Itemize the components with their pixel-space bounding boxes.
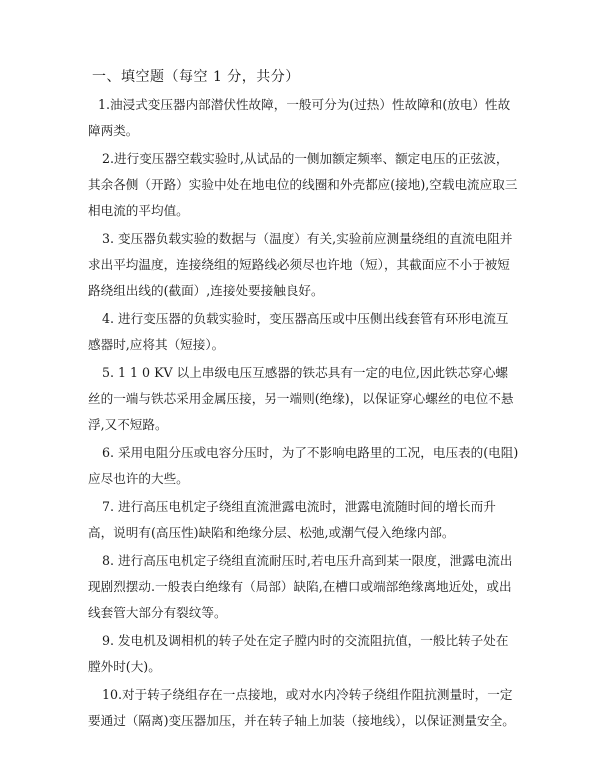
- section-title: 一、填空题（每空 1 分，共分）: [92, 69, 300, 85]
- fill-blank-item-7: 7. 进行高压电机定子绕组直流泄露电流时，泄露电流随时间的增长而升高，说明有(高压性)缺陷和绝缘分层、松弛,或潮气侵入绝缘内部。: [88, 499, 496, 540]
- fill-blank-item-9: 9. 发电机及调相机的转子处在定子膛内时的交流阻抗值，一般比转子处在膛外时(大)。: [88, 633, 509, 674]
- fill-blank-item-4: 4. 进行变压器的负载实验时，变压器高压或中压侧出线套管有环形电流互感器时,应将其（短接）。: [88, 311, 509, 352]
- fill-blank-item-8: 8. 进行高压电机定子绕组直流耐压时,若电压升高到某一限度，泄露电流出现剧烈摆动.一般表白绝缘有（局部）缺陷,在槽口或端部绝缘离地近处，或出线套管大部分有裂纹等。: [88, 553, 513, 620]
- fill-blank-item-3: 3. 变压器负载实验的数据与（温度）有关,实验前应测量绕组的直流电阻并求出平均温度，连接绕组的短路线必须尽也许地（短），其截面应不小于被短路绕组出线的(截面）,连接处要接触良好。: [88, 231, 513, 298]
- fill-blank-item-6: 6. 采用电阻分压或电容分压时，为了不影响电路里的工况，电压表的(电阻)应尽也许的大些。: [88, 445, 519, 486]
- fill-blank-item-5: 5. 1 1 0 KV 以上串级电压互感器的铁芯具有一定的电位,因此铁芯穿心螺丝的一端与铁芯采用金属压接，另一端则(绝缘)，以保证穿心螺丝的电位不悬浮,又不短路。: [88, 365, 514, 432]
- fill-blank-item-2: 2.进行变压器空载实验时,从试品的一侧加额定频率、额定电压的正弦波，其余各侧（开路）实验中处在地电位的线圈和外壳都应(接地),空载电流应取三相电流的平均值。: [88, 151, 518, 218]
- fill-blank-item-1: 1.油浸式变压器内部潜伏性故障，一般可分为(过热）性故障和(放电）性故障两类。: [88, 97, 511, 138]
- fill-blank-item-10: 10.对于转子绕组存在一点接地，或对水内冷转子绕组作阻抗测量时，一定要通过（隔离)变压器加压，并在转子轴上加装（接地线），以保证测量安全。: [88, 687, 515, 728]
